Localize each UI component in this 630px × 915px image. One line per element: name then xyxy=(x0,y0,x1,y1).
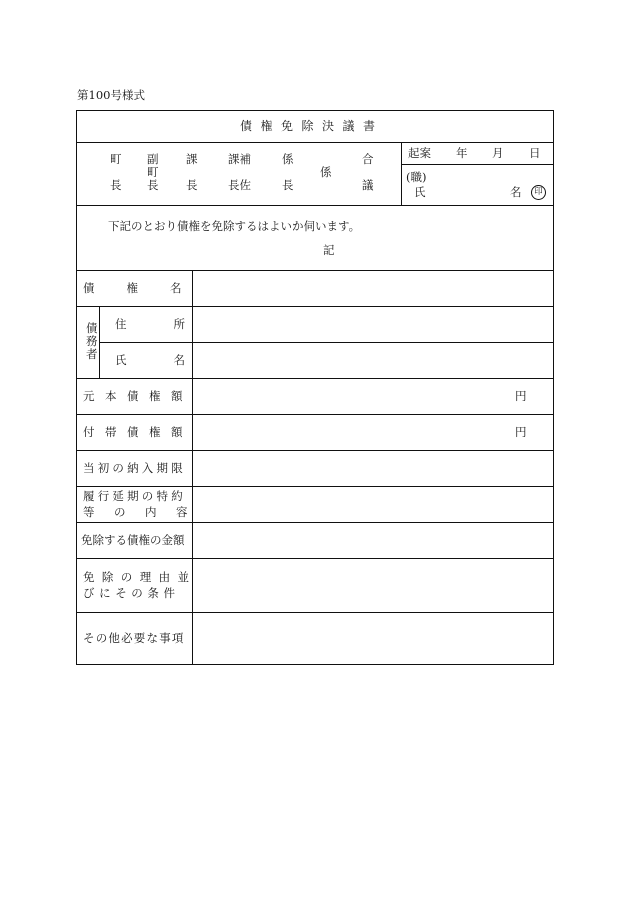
extension-label-2: 等の内容 xyxy=(83,505,207,519)
rule-reason xyxy=(76,612,554,613)
rule-debtor xyxy=(76,378,554,379)
rule-debtor-column xyxy=(99,306,100,378)
principal-label: 元本債権額 xyxy=(83,389,193,403)
approval-col-3-top: 課 xyxy=(186,152,198,166)
rule-exempt xyxy=(76,558,554,559)
approval-col-4-bottom: 長佐 xyxy=(228,178,251,192)
rule-claim-name xyxy=(76,306,554,307)
rule-incidental xyxy=(76,450,554,451)
rule-address xyxy=(99,342,554,343)
draft-month: 月 xyxy=(492,146,504,160)
deadline-label: 当初の納入期限 xyxy=(83,461,186,475)
incidental-unit: 円 xyxy=(515,425,527,439)
principal-unit: 円 xyxy=(515,389,527,403)
incidental-label: 付帯債権額 xyxy=(83,425,193,439)
extension-label-1: 履行延期の特約 xyxy=(83,489,186,503)
rule-approval xyxy=(76,205,554,206)
ki-label: 記 xyxy=(323,243,335,257)
address-label: 住所 xyxy=(115,317,232,331)
approval-col-1-top: 町 xyxy=(110,152,122,166)
seal-icon: 印 xyxy=(531,185,546,200)
reason-label-1: 免除の理由並 xyxy=(83,570,197,584)
approval-col-7-bottom: 議 xyxy=(362,178,374,192)
approval-col-7-top: 合 xyxy=(362,152,374,166)
intro-text: 下記のとおり債権を免除するはよいか伺います。 xyxy=(108,219,361,233)
draft-year: 年 xyxy=(456,146,468,160)
claim-name-label: 債権名 xyxy=(83,281,214,295)
name-suffix: 名 xyxy=(510,185,522,199)
approval-col-2-top: 副 xyxy=(147,152,159,166)
approval-col-5-top: 係 xyxy=(282,152,294,166)
rule-draft xyxy=(401,164,554,165)
exempt-amount-label: 免除する債権の金額 xyxy=(81,533,185,547)
approval-col-2-middle: 町 xyxy=(147,165,159,179)
rule-title xyxy=(76,142,554,143)
other-label: その他必要な事項 xyxy=(83,631,185,645)
rule-deadline xyxy=(76,486,554,487)
debtor-label: 債務者 xyxy=(86,321,98,361)
document-title: 債権免除決議書 xyxy=(240,119,384,133)
reason-label-2: びにその条件 xyxy=(83,586,180,600)
rule-approval-divider xyxy=(401,142,402,205)
name-prefix: 氏 xyxy=(414,185,426,199)
approval-col-1-bottom: 長 xyxy=(110,178,122,192)
rule-extension xyxy=(76,522,554,523)
draft-day: 日 xyxy=(529,146,541,160)
rule-principal xyxy=(76,414,554,415)
rule-intro xyxy=(76,270,554,271)
draft-label: 起案 xyxy=(408,146,431,160)
approval-col-3-bottom: 長 xyxy=(186,178,198,192)
approval-col-6: 係 xyxy=(320,165,332,179)
approval-col-2-bottom: 長 xyxy=(147,178,159,192)
name-label: 氏名 xyxy=(115,353,232,367)
form-number: 第100号様式 xyxy=(77,88,145,102)
position-label: (職) xyxy=(406,170,427,184)
approval-col-4-top: 課補 xyxy=(228,152,251,166)
approval-col-5-bottom: 長 xyxy=(282,178,294,192)
